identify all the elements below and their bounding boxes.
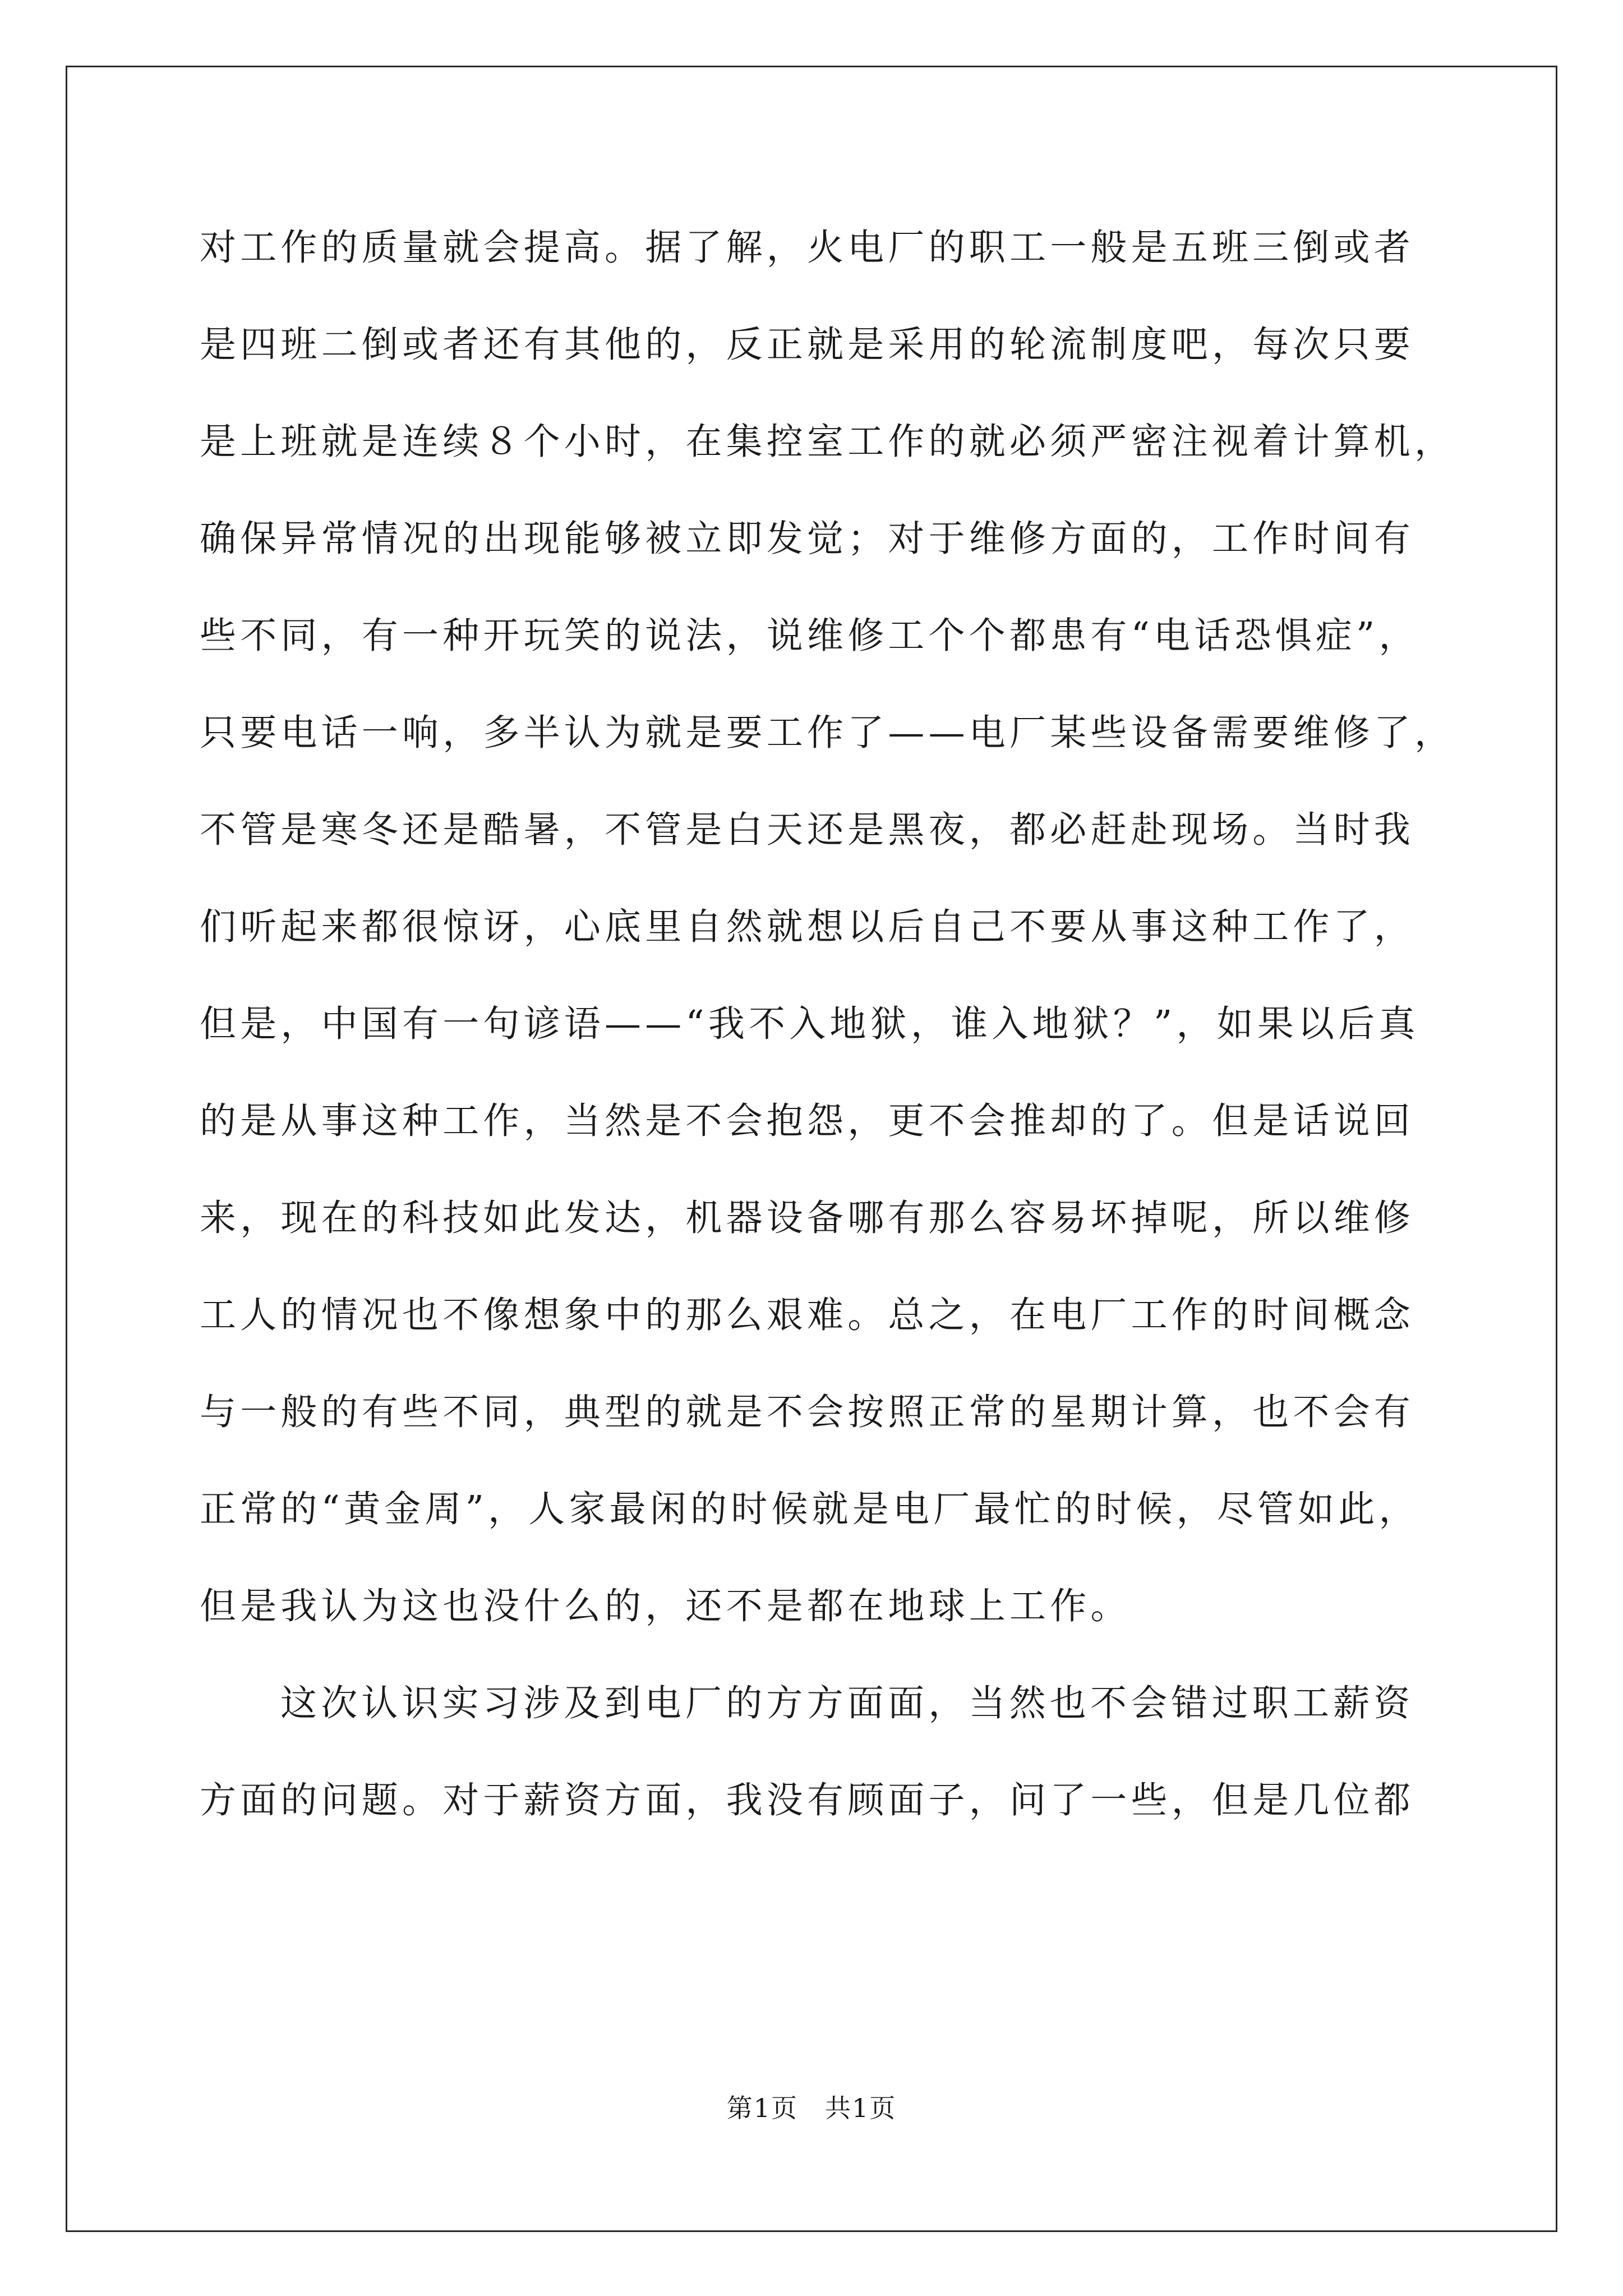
text-line: 些不同，有一种开玩笑的说法，说维修工个个都患有“电话恐惧症”， <box>200 615 1419 657</box>
text-line: 对工作的质量就会提高。据了解，火电厂的职工一般是五班三倒或者 <box>200 227 1415 269</box>
text-line: 但是我认为这也没什么的，还不是都在地球上工作。 <box>200 1585 1131 1627</box>
text-line: 方面的问题。对于薪资方面，我没有顾面子，问了一些，但是几位都 <box>200 1779 1415 1821</box>
text-line: 工人的情况也不像想象中的那么艰难。总之，在电厂工作的时间概念 <box>200 1294 1415 1336</box>
text-line: 不管是寒冬还是酷暑，不管是白天还是黑夜，都必赶赴现场。当时我 <box>200 809 1415 851</box>
text-line: 是上班就是连续８个小时，在集控室工作的就必须严密注视着计算机， <box>200 421 1455 463</box>
text-line: 只要电话一响，多半认为就是要工作了——电厂某些设备需要维修了， <box>200 712 1455 754</box>
text-line: 来，现在的科技如此发达，机器设备哪有那么容易坏掉呢，所以维修 <box>200 1197 1415 1239</box>
paragraph-first-line: 这次认识实习涉及到电厂的方方面面，当然也不会错过职工薪资 <box>280 1682 1414 1724</box>
text-line: 正常的“黄金周”，人家最闲的时候就是电厂最忙的时候，尽管如此， <box>200 1488 1419 1530</box>
text-line: 确保异常情况的出现能够被立即发觉；对于维修方面的，工作时间有 <box>200 518 1415 560</box>
page-number-footer: 第1页 共1页 <box>726 2093 897 2123</box>
text-line: 但是，中国有一句谚语——“我不入地狱，谁入地狱？”，如果以后真 <box>200 1003 1419 1045</box>
text-line: 是四班二倒或者还有其他的，反正就是采用的轮流制度吧，每次只要 <box>200 324 1415 366</box>
text-line: 们听起来都很惊讶，心底里自然就想以后自己不要从事这种工作了， <box>200 906 1415 948</box>
text-line: 与一般的有些不同，典型的就是不会按照正常的星期计算，也不会有 <box>200 1391 1415 1433</box>
text-line: 的是从事这种工作，当然是不会抱怨，更不会推却的了。但是话说回 <box>200 1100 1415 1142</box>
